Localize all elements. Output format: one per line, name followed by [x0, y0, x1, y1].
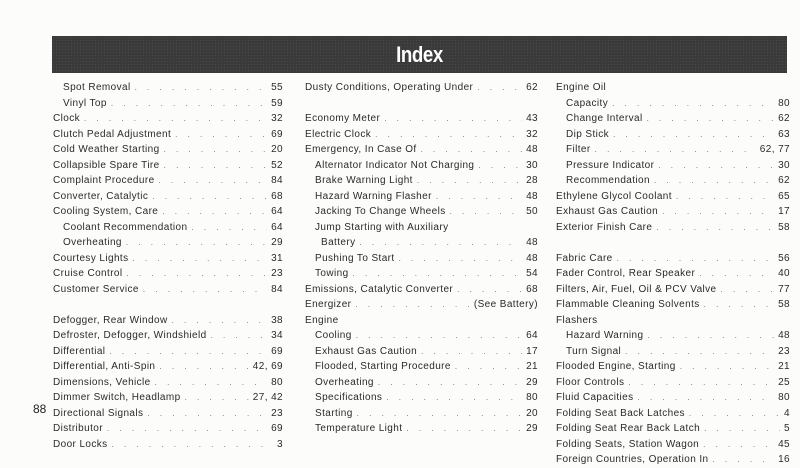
dot-leader	[111, 96, 267, 112]
index-entry	[305, 344, 538, 360]
dot-leader	[617, 251, 774, 267]
index-entry	[305, 204, 538, 220]
entry-page-ref: 50	[526, 206, 538, 217]
entry-label: Courtesy Lights	[53, 252, 129, 264]
entry-label: Jacking To Change Wheels	[315, 206, 446, 217]
index-entry	[556, 297, 790, 313]
dot-leader	[143, 282, 267, 298]
entry-page-ref: 21	[778, 361, 790, 372]
entry-label: Collapsible Spare Tire	[53, 159, 160, 171]
entry-page-ref: 58	[778, 221, 790, 233]
index-entry	[556, 313, 790, 329]
index-entry	[53, 344, 283, 360]
entry-label: Filter	[566, 144, 591, 155]
entry-page-ref: 80	[526, 392, 538, 403]
index-entry	[53, 235, 283, 251]
entry-label: Floor Controls	[556, 376, 625, 388]
entry-page-ref: 29	[526, 376, 538, 388]
entry-label: Dimensions, Vehicle	[53, 376, 151, 388]
entry-page-ref: 43	[526, 113, 538, 124]
entry-label: Starting	[315, 407, 353, 419]
dot-leader	[658, 158, 774, 174]
entry-page-ref: 63	[778, 128, 790, 140]
index-entry	[305, 421, 538, 437]
entry-label: Defogger, Rear Window	[53, 314, 168, 326]
index-entry	[305, 158, 538, 174]
entry-label: Pushing To Start	[315, 252, 395, 264]
index-entry	[305, 390, 538, 406]
index-entry	[556, 80, 790, 96]
dot-leader	[712, 452, 774, 468]
index-entry	[556, 251, 790, 267]
index-header-bar	[52, 36, 787, 73]
index-entry	[556, 452, 790, 468]
entry-label: Hazard Warning Flasher	[315, 190, 432, 202]
entry-page-ref: 16	[778, 454, 790, 465]
entry-label: Flashers	[556, 314, 598, 326]
dot-leader	[112, 437, 273, 453]
entry-page-ref: 48	[778, 330, 790, 341]
index-entry	[556, 173, 790, 189]
entry-page-ref: 23	[271, 268, 283, 279]
dot-leader	[356, 328, 522, 344]
entry-page-ref: 84	[271, 283, 283, 295]
dot-leader	[386, 390, 522, 406]
dot-leader	[357, 406, 522, 422]
entry-page-ref: 3	[277, 438, 283, 450]
entry-page-ref: 23	[271, 407, 283, 419]
entry-page-ref: 20	[271, 144, 283, 155]
dot-leader	[647, 328, 774, 344]
entry-page-ref: 45	[778, 438, 790, 450]
entry-page-ref: 29	[271, 237, 283, 248]
dot-leader	[185, 390, 249, 406]
entry-page-ref: 5	[784, 423, 790, 434]
index-entry	[556, 282, 790, 298]
dot-leader	[721, 282, 775, 298]
entry-page-ref: 65	[778, 190, 790, 202]
index-entry	[556, 437, 790, 453]
dot-leader	[613, 127, 774, 143]
index-entry	[556, 359, 790, 375]
dot-leader	[595, 142, 756, 158]
dot-leader	[399, 251, 522, 267]
dot-leader	[628, 375, 774, 391]
dot-leader	[457, 282, 522, 298]
entry-page-ref: 17	[778, 206, 790, 217]
index-column-1	[53, 80, 283, 452]
entry-page-ref: 48	[526, 144, 538, 155]
entry-label: Pressure Indicator	[566, 159, 655, 171]
entry-label: Dusty Conditions, Operating Under	[305, 82, 474, 93]
entry-page-ref: 32	[526, 128, 538, 140]
entry-label: Cold Weather Starting	[53, 144, 160, 155]
dot-leader	[384, 111, 522, 127]
dot-leader	[359, 235, 522, 251]
entry-label: Economy Meter	[305, 113, 381, 124]
entry-label: Fader Control, Rear Speaker	[556, 268, 696, 279]
dot-leader	[638, 390, 775, 406]
entry-label: Flooded Engine, Starting	[556, 361, 676, 372]
dot-leader	[450, 204, 522, 220]
entry-label: Dimmer Switch, Headlamp	[53, 392, 181, 403]
entry-label: Exhaust Gas Caution	[315, 345, 418, 357]
entry-label: Folding Seat Back Latches	[556, 407, 685, 419]
dot-leader	[159, 359, 248, 375]
page-title: Index	[396, 41, 443, 67]
entry-label: Temperature Light	[315, 423, 403, 434]
dot-leader	[378, 375, 522, 391]
dot-leader	[680, 359, 774, 375]
dot-leader	[164, 142, 267, 158]
index-entry	[305, 251, 538, 267]
dot-leader	[455, 359, 522, 375]
index-entry	[53, 421, 283, 437]
entry-label: Cooling	[315, 330, 352, 341]
dot-leader	[152, 189, 267, 205]
index-entry	[53, 80, 283, 96]
entry-label: Clock	[53, 113, 81, 124]
dot-leader	[135, 80, 267, 96]
entry-label: Spot Removal	[63, 82, 131, 93]
index-entry	[556, 421, 790, 437]
entry-page-ref: 23	[778, 345, 790, 357]
entry-label: Door Locks	[53, 438, 108, 450]
entry-label: Flooded, Starting Procedure	[315, 361, 451, 372]
entry-label: Exterior Finish Care	[556, 221, 653, 233]
entry-label: Brake Warning Light	[315, 175, 413, 186]
entry-label: Clutch Pedal Adjustment	[53, 128, 172, 140]
index-entry	[53, 220, 283, 236]
index-entry	[305, 297, 538, 313]
entry-page-ref: 56	[778, 252, 790, 264]
index-column-3	[556, 80, 790, 468]
index-entry	[53, 158, 283, 174]
index-entry	[305, 142, 538, 158]
entry-label: Vinyl Top	[63, 97, 107, 109]
dot-leader	[375, 127, 522, 143]
dot-leader	[689, 406, 780, 422]
entry-label: Battery	[321, 237, 356, 248]
entry-label: Converter, Catalytic	[53, 190, 149, 202]
dot-leader	[353, 266, 523, 282]
dot-leader	[699, 266, 774, 282]
entry-label: Towing	[315, 268, 349, 279]
dot-leader	[127, 266, 268, 282]
index-entry	[53, 173, 283, 189]
entry-label: Exhaust Gas Caution	[556, 206, 659, 217]
index-entry	[305, 406, 538, 422]
entry-page-ref: 34	[271, 330, 283, 341]
index-entry	[305, 266, 538, 282]
entry-label: Filters, Air, Fuel, Oil & PCV Valve	[556, 283, 717, 295]
entry-label: Dip Stick	[566, 128, 610, 140]
entry-page-ref: 30	[526, 159, 538, 171]
entry-label: Engine	[305, 314, 339, 326]
entry-label: Folding Seat Rear Back Latch	[556, 423, 701, 434]
index-entry	[53, 189, 283, 205]
entry-label: Coolant Recommendation	[63, 221, 188, 233]
entry-page-ref: 54	[526, 268, 538, 279]
entry-page-ref: 62	[778, 113, 790, 124]
index-entry	[53, 96, 283, 112]
entry-page-ref: 48	[526, 252, 538, 264]
entry-page-ref: 62, 77	[759, 144, 790, 155]
index-column-2	[305, 80, 538, 437]
entry-page-ref: 59	[271, 97, 283, 109]
index-entry	[556, 127, 790, 143]
index-entry	[53, 251, 283, 267]
index-entry	[53, 437, 283, 453]
entry-page-ref: 27, 42	[252, 392, 283, 403]
entry-page-ref: 52	[271, 159, 283, 171]
page-number: 88	[33, 402, 47, 416]
entry-page-ref: 42, 69	[252, 361, 283, 372]
entry-label: Engine Oil	[556, 82, 607, 93]
dot-leader	[107, 421, 267, 437]
entry-page-ref: 62	[778, 175, 790, 186]
entry-label: Foreign Countries, Operation In	[556, 454, 709, 465]
index-entry	[53, 127, 283, 143]
dot-leader	[676, 189, 774, 205]
entry-page-ref: 80	[271, 376, 283, 388]
entry-label: Turn Signal	[566, 345, 622, 357]
index-entry	[556, 204, 790, 220]
index-entry	[53, 142, 283, 158]
entry-label: Differential	[53, 345, 106, 357]
index-entry	[305, 359, 538, 375]
entry-page-ref: 17	[526, 345, 538, 357]
index-entry	[53, 204, 283, 220]
index-entry	[53, 282, 283, 298]
index-entry	[556, 96, 790, 112]
dot-leader	[126, 235, 267, 251]
entry-label: Capacity	[566, 97, 609, 109]
dot-leader	[625, 344, 774, 360]
dot-leader	[191, 220, 267, 236]
index-entry	[305, 173, 538, 189]
index-entry	[53, 375, 283, 391]
entry-page-ref: (See Battery)	[473, 299, 538, 310]
entry-page-ref: 32	[271, 113, 283, 124]
dot-leader	[355, 297, 469, 313]
entry-label: Alternator Indicator Not Charging	[315, 159, 475, 171]
entry-label: Emergency, In Case Of	[305, 144, 417, 155]
entry-label: Complaint Procedure	[53, 175, 155, 186]
dot-leader	[155, 375, 267, 391]
index-entry	[556, 406, 790, 422]
index-entry	[53, 111, 283, 127]
index-entry	[305, 313, 538, 329]
entry-label: Emissions, Catalytic Converter	[305, 283, 454, 295]
index-entry	[53, 406, 283, 422]
entry-label: Fabric Care	[556, 252, 613, 264]
dot-leader	[436, 189, 522, 205]
index-entry	[53, 390, 283, 406]
dot-leader	[132, 251, 267, 267]
dot-leader	[647, 111, 774, 127]
entry-page-ref: 64	[526, 330, 538, 341]
dot-leader	[406, 421, 522, 437]
entry-page-ref: 58	[778, 299, 790, 310]
dot-leader	[162, 204, 267, 220]
index-entry	[556, 189, 790, 205]
entry-label: Overheating	[315, 376, 374, 388]
dot-leader	[703, 437, 774, 453]
entry-page-ref: 31	[271, 252, 283, 264]
dot-leader	[477, 80, 522, 96]
entry-label: Distributor	[53, 423, 103, 434]
entry-page-ref: 30	[778, 159, 790, 171]
entry-page-ref: 55	[271, 82, 283, 93]
entry-page-ref: 69	[271, 345, 283, 357]
index-entry	[305, 127, 538, 143]
entry-page-ref: 77	[778, 283, 790, 295]
index-entry	[556, 142, 790, 158]
entry-page-ref: 64	[271, 221, 283, 233]
entry-page-ref: 48	[526, 190, 538, 202]
entry-label: Hazard Warning	[566, 330, 644, 341]
entry-page-ref: 80	[778, 97, 790, 109]
index-entry	[305, 235, 538, 251]
entry-page-ref: 64	[271, 206, 283, 217]
index-entry	[556, 111, 790, 127]
index-entry	[305, 375, 538, 391]
dot-leader	[159, 173, 268, 189]
entry-label: Specifications	[315, 392, 383, 403]
entry-page-ref: 38	[271, 314, 283, 326]
entry-label: Energizer	[305, 299, 352, 310]
index-entry	[556, 344, 790, 360]
entry-label: Defroster, Defogger, Windshield	[53, 330, 207, 341]
entry-label: Differential, Anti-Spin	[53, 361, 156, 372]
dot-leader	[612, 96, 774, 112]
entry-label: Folding Seats, Station Wagon	[556, 438, 700, 450]
dot-leader	[172, 313, 268, 329]
index-entry	[305, 328, 538, 344]
entry-page-ref: 28	[526, 175, 538, 186]
entry-page-ref: 21	[526, 361, 538, 372]
dot-leader	[704, 297, 774, 313]
dot-leader	[147, 406, 267, 422]
entry-page-ref: 69	[271, 128, 283, 140]
entry-page-ref: 4	[784, 407, 790, 419]
dot-leader	[417, 173, 522, 189]
entry-page-ref: 69	[271, 423, 283, 434]
index-entry	[556, 220, 790, 236]
entry-page-ref: 29	[526, 423, 538, 434]
dot-leader	[478, 158, 522, 174]
dot-leader	[211, 328, 267, 344]
entry-label: Customer Service	[53, 283, 139, 295]
index-entry	[556, 390, 790, 406]
dot-leader	[654, 173, 774, 189]
dot-leader	[109, 344, 267, 360]
index-entry	[53, 266, 283, 282]
index-entry	[305, 220, 538, 236]
entry-label: Cruise Control	[53, 268, 123, 279]
entry-label: Cooling System, Care	[53, 206, 159, 217]
dot-leader	[175, 127, 267, 143]
index-entry	[556, 375, 790, 391]
index-entry	[305, 111, 538, 127]
entry-page-ref: 62	[526, 82, 538, 93]
index-entry	[556, 328, 790, 344]
entry-label: Change Interval	[566, 113, 643, 124]
dot-leader	[84, 111, 267, 127]
dot-leader	[421, 142, 522, 158]
entry-label: Directional Signals	[53, 407, 144, 419]
index-entry	[556, 266, 790, 282]
entry-page-ref: 25	[778, 376, 790, 388]
entry-label: Fluid Capacities	[556, 392, 634, 403]
dot-leader	[421, 344, 522, 360]
entry-page-ref: 20	[526, 407, 538, 419]
entry-label: Flammable Cleaning Solvents	[556, 299, 700, 310]
entry-page-ref: 84	[271, 175, 283, 186]
dot-leader	[164, 158, 267, 174]
index-entry	[305, 189, 538, 205]
dot-leader	[656, 220, 774, 236]
entry-label: Jump Starting with Auxiliary	[315, 221, 449, 233]
index-entry	[53, 313, 283, 329]
entry-page-ref: 48	[526, 237, 538, 248]
entry-label: Recommendation	[566, 175, 650, 186]
index-entry	[53, 359, 283, 375]
entry-label: Ethylene Glycol Coolant	[556, 190, 672, 202]
entry-page-ref: 68	[271, 190, 283, 202]
index-entry	[305, 282, 538, 298]
entry-label: Electric Clock	[305, 128, 372, 140]
index-entry	[53, 328, 283, 344]
index-entry	[305, 80, 538, 96]
entry-page-ref: 68	[526, 283, 538, 295]
entry-page-ref: 80	[778, 392, 790, 403]
dot-leader	[662, 204, 774, 220]
entry-page-ref: 40	[778, 268, 790, 279]
entry-label: Overheating	[63, 237, 122, 248]
dot-leader	[704, 421, 780, 437]
index-entry	[556, 158, 790, 174]
